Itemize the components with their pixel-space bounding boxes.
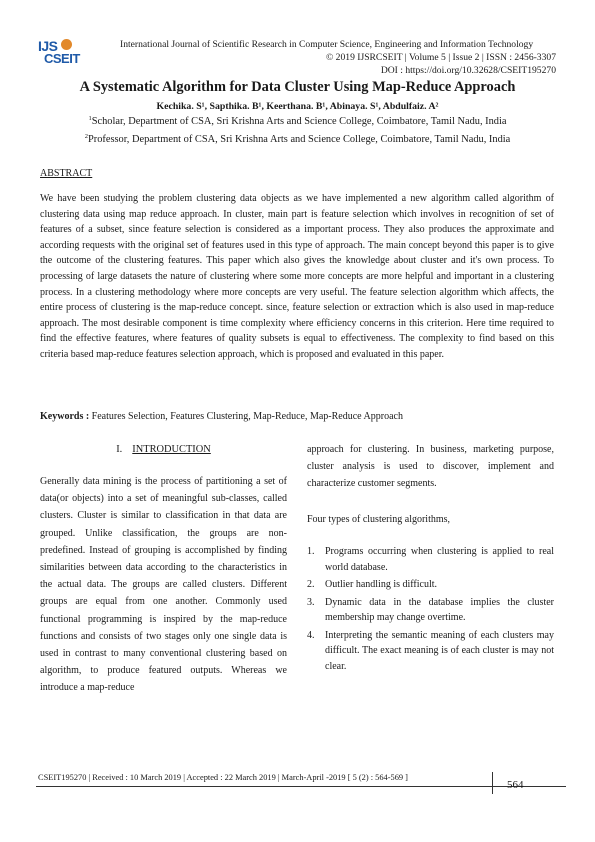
affiliation-1 (40, 116, 555, 127)
list-item (307, 595, 554, 626)
list-item-text: Dynamic data in the database implies the cluster membership may change overtime. (325, 596, 554, 623)
list-item-number: 4. (307, 629, 315, 641)
clustering-issues-list (307, 544, 554, 676)
affiliation-2-mark: 2 (84, 133, 88, 140)
journal-header (120, 38, 556, 77)
logo-text-bottom: CSEIT (44, 51, 80, 66)
footer-citation: CSEIT195270 | Received : 10 March 2019 | Accepted : 22 March 2019 | March-April -2019 [ 5 (2) : 564-569 ] (38, 773, 408, 782)
section-number: I. (116, 444, 123, 455)
logo-mark-icon (61, 39, 72, 50)
list-item-text: Programs occurring when clustering is applied to real world database. (325, 546, 554, 573)
list-item (307, 577, 554, 593)
journal-logo (38, 38, 88, 66)
introduction-left-column: Generally data mining is the process of partitioning a set of data(or objects) into a set of meaningful sub-classes, called clusters. Cluster is similar to classification in that data are grouped. Unlike classification, the groups are non-predefined. Instead of grouping is accomplished by finding similarities between data according to the characteristics in the actual data. The groups are called clusters. Different groups are equal from one another. Commonly used functional programming is inspired by the map-reduce functions and consists of two stages only one single data is used in contrast to many conventional clustering based on algorithm, to produce featured outputs. Whereas we introduce a map-reduce (40, 476, 287, 694)
list-item-number: 1. (307, 546, 315, 557)
paper-title: A Systematic Algorithm for Data Cluster Using Map-Reduce Approach (79, 79, 516, 95)
section-heading-introduction (40, 444, 287, 455)
abstract-heading (40, 168, 92, 179)
keywords-list: Features Selection, Features Clustering, Map-Reduce, Map-Reduce Approach (89, 411, 403, 422)
clustering-types-intro: Four types of clustering algorithms, (307, 514, 451, 525)
list-item (307, 544, 554, 575)
journal-name: International Journal of Scientific Research in Computer Science, Engineering and Information Technology (120, 39, 534, 50)
journal-meta: © 2019 IJSRCSEIT | Volume 5 | Issue 2 | ISSN : 2456-3307 (326, 52, 556, 63)
list-item-number: 3. (307, 596, 315, 608)
affiliation-2-text: Professor, Department of CSA, Sri Krishna Arts and Science College, Coimbatore, Tamil Nadu, India (87, 134, 511, 145)
list-item-number: 2. (307, 579, 315, 590)
keywords (40, 411, 554, 422)
affiliation-2 (40, 134, 555, 145)
list-item (307, 628, 554, 675)
page-number: 564 (507, 779, 524, 791)
section-title: INTRODUCTION (132, 444, 211, 455)
journal-doi: DOI : https://doi.org/10.32628/CSEIT195270 (380, 65, 556, 76)
list-item-text: Outlier handling is difficult. (325, 579, 438, 590)
logo-text-top: IJS (38, 38, 58, 54)
footer-divider (36, 786, 566, 787)
affiliation-1-text: Scholar, Department of CSA, Sri Krishna Arts and Science College, Coimbatore, Tamil Nadu, India (91, 116, 507, 127)
keywords-label: Keywords : (40, 411, 90, 422)
introduction-right-column: approach for clustering. In business, marketing purpose, cluster analysis is used to discover, implement and characterize customer segments. (307, 444, 554, 490)
paper-authors: Kechika. S¹, Sapthika. B¹, Keerthana. B¹, Abinaya. S¹, Abdulfaiz. A² (156, 101, 439, 112)
abstract-heading-text: ABSTRACT (40, 168, 93, 179)
abstract-text: We have been studying the problem clustering data objects as we have implemented a new algorithm called algorithm of clustering data using map reduce approach. In cluster, main part is feature selection which involves in recognition of set of features of a subset, since feature selection is considered as a important process. They also produces the approximate and according requests with the original set of features used in this type of approach. The main concept beyond this paper is to give the outcome of the clustering features. This paper which also gives the knowledge about cluster and it's own process. To processing of large datasets the nature of clustering where some more concepts are more helpful and important in a clustering process. In a clustering methodology where more concepts are very useful. The feature selection algorithm which affects, the entire process of clustering is the map-reduce concept. since, feature selection or extraction which is also used in map-reduce approach. The most desirable component is time complexity where efficiency concerns in this criterion. Here time required to find the effective features, where features of quality subsets is equal to effectiveness. The complexity to find based on this criteria based map-reduce features selection approach, which is proposed and evaluated in this paper. (40, 193, 554, 360)
affiliation-1-mark: 1 (88, 115, 92, 122)
list-item-text: Interpreting the semantic meaning of each clusters may difficult. The exact meaning is of each cluster is may not clear. (325, 629, 554, 672)
